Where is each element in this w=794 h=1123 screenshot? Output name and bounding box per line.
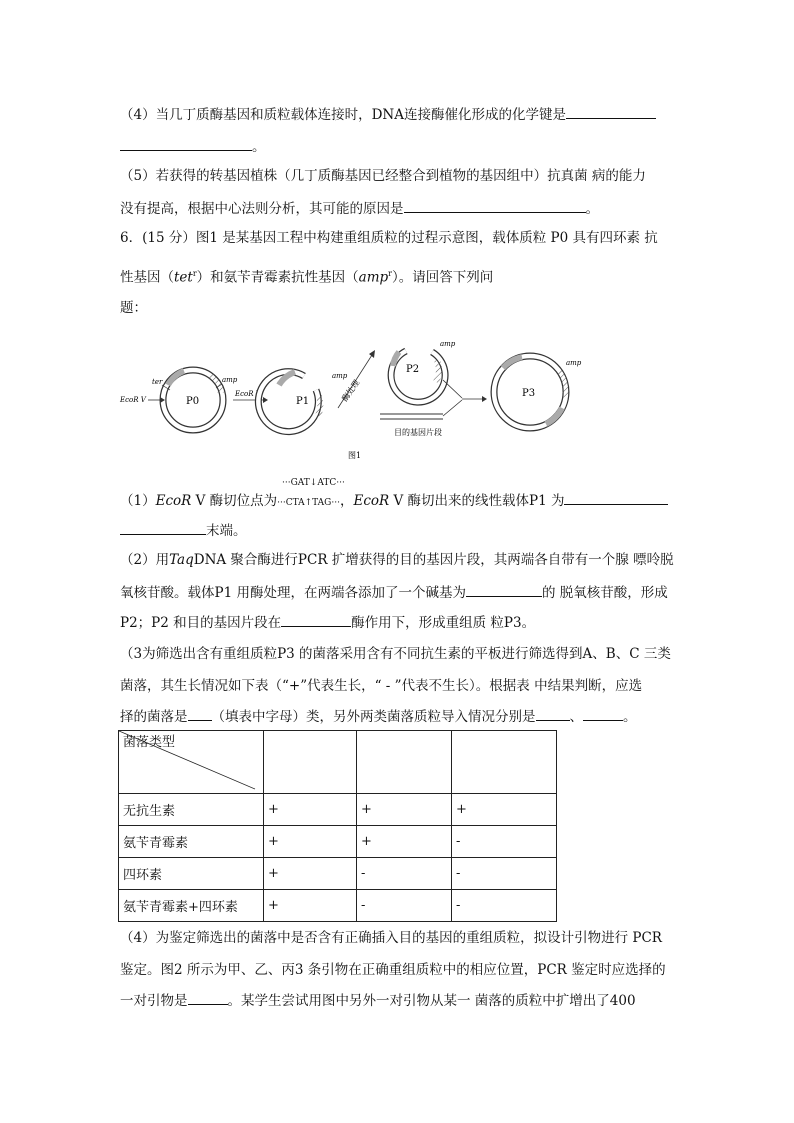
cell-b: - bbox=[357, 858, 452, 890]
q6-text-2b: ）和氨苄青霉素抗性基因（ bbox=[196, 269, 359, 286]
header-cell-a bbox=[264, 731, 357, 794]
cell-c: - bbox=[452, 890, 557, 922]
cell-c: + bbox=[452, 794, 557, 826]
s4-text-3a: 一对引物是 bbox=[120, 993, 188, 1009]
s2-line3 bbox=[120, 612, 535, 633]
s2-text-2a: 氧核苷酸。载体P1 用酶处理，在两端各添加了一个碱基为 bbox=[120, 585, 466, 601]
q4-end: 。 bbox=[252, 139, 266, 155]
q5-line1 bbox=[120, 166, 646, 186]
s3-answer-blank-2[interactable] bbox=[536, 706, 570, 721]
s3-text-1: （3为筛选出含有重组质粒P3 的菌落采用含有不同抗生素的平板进行筛选得到A、B、C 三类 bbox=[120, 646, 671, 662]
s3-line2 bbox=[120, 676, 642, 696]
cell-a: + bbox=[264, 826, 357, 858]
s3-line1 bbox=[120, 644, 671, 664]
row-label: 四环素 bbox=[119, 858, 264, 890]
table-row bbox=[119, 794, 557, 826]
table-row bbox=[119, 890, 557, 922]
q4-answer-blank-1[interactable] bbox=[566, 104, 656, 119]
amp-sup: r bbox=[388, 269, 392, 278]
s1-line1 bbox=[120, 490, 668, 513]
s1-answer-blank-1[interactable] bbox=[564, 490, 668, 505]
s2-text-2b: 的 脱氧核苷酸，形成 bbox=[541, 585, 668, 601]
s3-line3 bbox=[120, 706, 637, 727]
row-label: 氨苄青霉素+四环素 bbox=[119, 890, 264, 922]
q6-line1 bbox=[120, 228, 658, 248]
s2-text-a: （2）用 bbox=[120, 552, 170, 568]
q5-text-1: （5）若获得的转基因植株（几丁质酶基因已经整合到植物的基因组中）抗真菌 病的能力 bbox=[120, 168, 646, 184]
q4-line1 bbox=[120, 104, 656, 125]
p0-label: P0 bbox=[186, 396, 200, 407]
row-label: 氨苄青霉素 bbox=[119, 826, 264, 858]
s2-line1 bbox=[120, 550, 674, 570]
cell-b: - bbox=[357, 890, 452, 922]
diagonal-line bbox=[119, 731, 263, 793]
q6-line2 bbox=[120, 264, 493, 288]
header-cell-b bbox=[357, 731, 452, 794]
s3-text-3c: 、 bbox=[569, 709, 583, 725]
q4-answer-blank-2[interactable] bbox=[120, 136, 252, 151]
amp-label-p3: amp bbox=[566, 359, 582, 367]
q5-text-2: 没有提高，根据中心法则分析，其可能的原因是 bbox=[120, 201, 404, 217]
q5-end: 。 bbox=[585, 201, 599, 217]
s4-text-1: （4）为鉴定筛选出的菌落中是否含有正确插入目的基因的重组质粒，拟设计引物进行 PCR bbox=[120, 930, 662, 946]
cell-c: - bbox=[452, 858, 557, 890]
s3-text-2: 菌落，其生长情况如下表（“+”代表生长，“ - ”代表不生长）。根据表 中结果判断，应选 bbox=[120, 678, 643, 694]
s2-line2 bbox=[120, 582, 668, 603]
taq-label: Taq bbox=[169, 552, 194, 568]
s3-answer-blank-3[interactable] bbox=[583, 706, 623, 721]
q6-text-2a: 性基因（ bbox=[120, 269, 174, 286]
s2-answer-blank-2[interactable] bbox=[281, 612, 351, 627]
header-cell-c bbox=[452, 731, 557, 794]
ecorv-label-1: EcoR V bbox=[120, 396, 146, 404]
colony-growth-table bbox=[118, 730, 557, 922]
s1-line2 bbox=[120, 520, 247, 541]
amp-label-p1: amp bbox=[332, 372, 348, 380]
tet-gene: tet bbox=[174, 269, 193, 286]
s4-text-3b: 。某学生尝试用图中另外一对引物从某一 菌落的质粒中扩增出了400 bbox=[227, 993, 636, 1009]
q6-text-2c: ）。请回答下列问 bbox=[392, 269, 494, 286]
target-gene-fragment bbox=[380, 414, 443, 419]
s4-line1 bbox=[120, 928, 662, 948]
s3-answer-blank-1[interactable] bbox=[188, 706, 212, 721]
s4-answer-blank[interactable] bbox=[188, 990, 228, 1005]
tet-label: ter bbox=[152, 378, 163, 386]
p2-label: P2 bbox=[406, 364, 420, 375]
s4-line2 bbox=[120, 960, 666, 980]
amp-label-p0: amp bbox=[222, 376, 238, 384]
q6-text-3: 题： bbox=[120, 300, 147, 316]
table-header-label: 菌落类型 bbox=[123, 735, 176, 750]
s3-text-3a: 择的菌落是 bbox=[120, 709, 188, 725]
table-row bbox=[119, 858, 557, 890]
s2-answer-blank-1[interactable] bbox=[466, 582, 542, 597]
s4-line3 bbox=[120, 990, 636, 1011]
row-label: 无抗生素 bbox=[119, 794, 264, 826]
q4-line2 bbox=[120, 136, 266, 157]
q6-line3 bbox=[120, 298, 147, 318]
table-row bbox=[119, 826, 557, 858]
cell-b: + bbox=[357, 794, 452, 826]
figure-1-diagram bbox=[110, 330, 590, 465]
cell-a: + bbox=[264, 890, 357, 922]
ecorv-label-2: EcoR V bbox=[235, 390, 261, 398]
q5-answer-blank[interactable] bbox=[404, 198, 586, 213]
plasmid-p2 bbox=[391, 351, 445, 402]
s3-text-3b: （填表中字母）类，另外两类菌落质粒导入情况分别是 bbox=[211, 709, 536, 725]
tet-sup: r bbox=[192, 269, 197, 278]
amp-label-p2: amp bbox=[440, 340, 456, 348]
p3-label: P3 bbox=[522, 388, 536, 399]
plasmid-p1 bbox=[258, 372, 320, 432]
cut-site-bottom: ···CTA↑TAG··· bbox=[277, 498, 340, 508]
cell-a: + bbox=[264, 858, 357, 890]
q6-text-1: 6．(15 分）图1 是某基因工程中构建重组质粒的过程示意图，载体质粒 P0 具有四环素 抗 bbox=[120, 230, 658, 246]
s1-text-d: V 酶切出来的线性载体P1 为 bbox=[389, 493, 565, 509]
s2-text-b: DNA 聚合酶进行PCR 扩增获得的目的基因片段，其两端各自带有一个腺 嘌呤脱 bbox=[193, 552, 674, 568]
s1-ecor-2: EcoR bbox=[353, 493, 390, 509]
amp-gene: amp bbox=[358, 269, 389, 286]
s3-text-3d: 。 bbox=[623, 709, 637, 725]
q5-line2 bbox=[120, 198, 599, 219]
q4-text: （4）当几丁质酶基因和质粒载体连接时，DNA连接酶催化形成的化学键是 bbox=[120, 107, 566, 123]
s2-text-3a: P2；P2 和目的基因片段在 bbox=[120, 615, 282, 631]
s4-text-2: 鉴定。图2 所示为甲、乙、丙3 条引物在正确重组质粒中的相应位置，PCR 鉴定时应选择的 bbox=[120, 962, 666, 978]
s1-ecor: EcoR bbox=[155, 493, 192, 509]
plasmid-p3 bbox=[494, 356, 566, 428]
cut-site-top: ···GAT↓ATC··· bbox=[282, 478, 345, 488]
figure-caption: 图1 bbox=[348, 451, 362, 460]
s1-end: 末端。 bbox=[206, 523, 247, 539]
cell-b: + bbox=[357, 826, 452, 858]
s2-text-3b: 酶作用下，形成重组质 粒P3。 bbox=[351, 615, 536, 631]
table-header-row bbox=[119, 731, 557, 794]
p1-label: P1 bbox=[296, 396, 310, 407]
fragment-label: 目的基因片段 bbox=[394, 428, 442, 437]
s1-answer-blank-2[interactable] bbox=[120, 520, 206, 535]
s1-text-a: （1） bbox=[120, 493, 156, 509]
s1-text-c: ， bbox=[339, 493, 354, 509]
plasmid-p0 bbox=[163, 370, 223, 430]
cell-c: - bbox=[452, 826, 557, 858]
enzyme-label: 酶处理 bbox=[340, 378, 362, 404]
cell-a: + bbox=[264, 794, 357, 826]
table-corner-cell bbox=[119, 731, 264, 794]
s1-text-b: V 酶切位点为 bbox=[191, 493, 278, 509]
